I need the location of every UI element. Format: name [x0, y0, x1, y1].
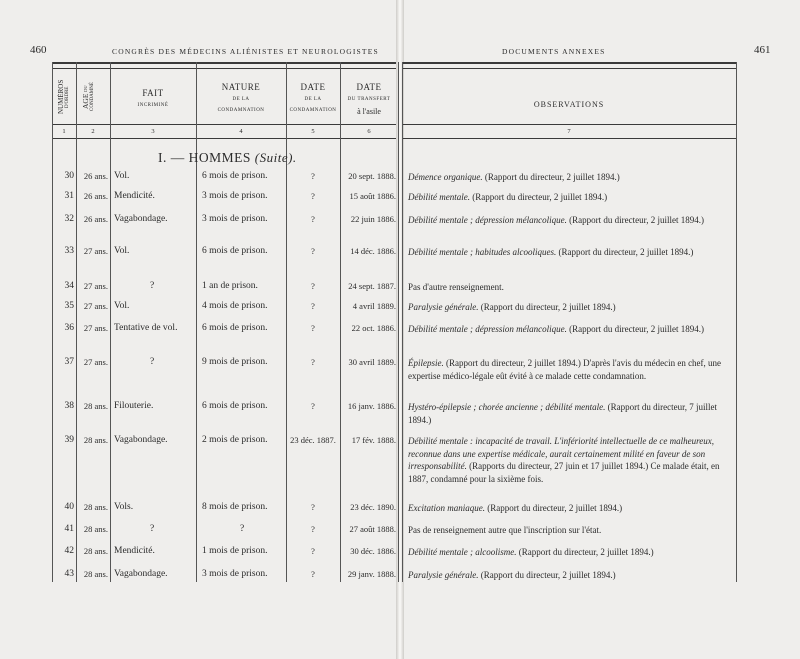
- row-date-condamnation: ?: [311, 171, 315, 181]
- row-date-transfert: 15 août 1886.: [349, 191, 396, 201]
- row-observations: [408, 524, 726, 537]
- row-fait: Vagabondage.: [114, 435, 168, 445]
- col-number-1: 1: [62, 128, 66, 135]
- header-date-transfert-sub1: DU TRANSFERT: [347, 97, 391, 103]
- header-age: AGE DU CONDAMNÉ: [81, 82, 95, 112]
- row-age: 28 ans.: [83, 569, 108, 579]
- row-date-transfert: 16 janv. 1886.: [347, 401, 396, 411]
- section-title-suffix: (Suite).: [254, 150, 297, 165]
- col-number-4: 4: [239, 128, 243, 135]
- row-observations-text: (Rapport du directeur, 2 juillet 1894.): [478, 570, 616, 580]
- row-number: 39: [64, 435, 74, 445]
- row-age: 27 ans.: [83, 323, 108, 333]
- header-numeros: NUMÉROS D'ORDRE: [57, 79, 70, 115]
- row-nature: 6 mois de prison.: [202, 171, 268, 181]
- row-age: 28 ans.: [83, 435, 108, 445]
- row-number: 42: [64, 546, 74, 556]
- row-date-transfert: 30 déc. 1886.: [350, 546, 396, 556]
- row-number: 32: [64, 214, 74, 224]
- right-header-rule: [402, 124, 736, 125]
- row-nature: 6 mois de prison.: [202, 246, 268, 256]
- row-observations-diagnosis: Débilité mentale : incapacité de travail. L'infériorité intellectuelle de ce malheureux, reconnue dans une expertise médicale, aurait certainement milité en faveur de son irresponsabilité.: [408, 436, 714, 471]
- row-fait: Tentative de vol.: [114, 323, 178, 333]
- row-observations: [408, 246, 726, 259]
- header-date-transfert-sub2: à l'asile: [357, 106, 381, 116]
- row-nature: 2 mois de prison.: [202, 435, 268, 445]
- row-observations-diagnosis: Démence organique.: [408, 172, 483, 182]
- row-observations-diagnosis: Débilité mentale ; habitudes alcooliques.: [408, 247, 557, 257]
- row-number: 35: [64, 301, 74, 311]
- row-age: 26 ans.: [83, 214, 108, 224]
- row-observations-diagnosis: Épilepsie.: [408, 358, 444, 368]
- right-top-rule: [402, 62, 736, 64]
- row-number: 37: [64, 357, 74, 367]
- row-observations-text: (Rapport du directeur, 2 juillet 1894.): [469, 192, 608, 202]
- row-nature: 3 mois de prison.: [202, 569, 268, 579]
- row-number: 40: [64, 502, 74, 512]
- row-date-condamnation: 23 déc. 1887.: [290, 435, 336, 445]
- header-observations: [402, 100, 736, 110]
- row-observations-text: (Rapport du directeur, 2 juillet 1894.): [566, 215, 704, 225]
- row-date-condamnation: ?: [311, 524, 315, 534]
- row-number: 30: [64, 171, 74, 181]
- row-age: 27 ans.: [83, 301, 108, 311]
- row-observations: [408, 401, 726, 426]
- header-date-transfert: [340, 82, 398, 117]
- right-folio: 461: [754, 44, 771, 56]
- row-observations: [408, 301, 726, 314]
- row-observations: [408, 569, 726, 582]
- row-age: 28 ans.: [83, 502, 108, 512]
- row-date-transfert: 17 fév. 1888.: [351, 435, 396, 445]
- row-observations-diagnosis: Débilité mentale.: [408, 192, 470, 202]
- row-nature: 4 mois de prison.: [202, 301, 268, 311]
- row-observations: [408, 171, 726, 184]
- header-observations-title: OBSERVATIONS: [533, 100, 605, 109]
- row-number: 41: [64, 524, 74, 534]
- row-nature: 6 mois de prison.: [202, 401, 268, 411]
- row-fait: Vol.: [114, 301, 130, 311]
- row-fait: Vol.: [114, 171, 130, 181]
- row-date-transfert: 22 oct. 1886.: [351, 323, 396, 333]
- row-observations-diagnosis: Excitation maniaque.: [408, 503, 485, 513]
- left-folio: 460: [30, 44, 47, 56]
- row-date-transfert: 24 sept. 1887.: [348, 281, 396, 291]
- row-age: 26 ans.: [83, 191, 108, 201]
- row-age: 27 ans.: [83, 246, 108, 256]
- right-running-head: DOCUMENTS ANNEXES: [502, 47, 606, 56]
- row-date-condamnation: ?: [311, 401, 315, 411]
- row-date-transfert: 30 avril 1889.: [348, 357, 396, 367]
- row-observations-diagnosis: Débilité mentale ; dépression mélancolique.: [408, 215, 567, 225]
- row-observations: [408, 357, 726, 382]
- row-date-condamnation: ?: [311, 301, 315, 311]
- row-number: 36: [64, 323, 74, 333]
- header-fait-sub: INCRIMINÉ: [137, 103, 169, 109]
- left-top-rule-thin: [52, 68, 396, 69]
- row-number: 38: [64, 401, 74, 411]
- header-date-cond-sub2: CONDAMNATION: [289, 107, 337, 113]
- row-fait: Vols.: [114, 502, 134, 512]
- col-number-2: 2: [91, 128, 95, 135]
- row-age: 27 ans.: [83, 357, 108, 367]
- row-observations-text: (Rapport du directeur, 2 juillet 1894.): [484, 503, 623, 513]
- col-number-3: 3: [151, 128, 155, 135]
- section-title: [158, 150, 297, 166]
- right-colnum-rule: [402, 138, 736, 139]
- col-line-6: [398, 62, 399, 582]
- header-nature-sub2: CONDAMNATION: [217, 107, 265, 113]
- row-date-transfert: 29 janv. 1888.: [347, 569, 396, 579]
- row-observations-text: (Rapport du directeur, 2 juillet 1894.): [556, 247, 694, 257]
- row-fait: ?: [150, 357, 155, 367]
- row-date-transfert: 23 déc. 1890.: [350, 502, 396, 512]
- row-observations: [408, 323, 726, 336]
- row-observations-diagnosis: Débilité mentale ; alcoolisme.: [408, 547, 517, 557]
- row-observations-text: (Rapport du directeur, 2 juillet 1894.): [566, 324, 704, 334]
- row-observations: [408, 502, 726, 515]
- row-observations: [408, 281, 726, 294]
- header-date-transfert-title: DATE: [356, 82, 382, 92]
- row-fait: Vagabondage.: [114, 569, 168, 579]
- left-header-rule: [52, 124, 396, 125]
- header-nature-title: NATURE: [221, 82, 261, 92]
- row-date-condamnation: ?: [311, 502, 315, 512]
- row-date-condamnation: ?: [311, 546, 315, 556]
- left-running-head: CONGRÈS DES MÉDECINS ALIÉNISTES ET NEUROLOGISTES: [112, 47, 379, 56]
- row-age: 28 ans.: [83, 524, 108, 534]
- row-fait: Vagabondage.: [114, 214, 168, 224]
- col-number-6: 6: [367, 128, 371, 135]
- row-nature: 1 mois de prison.: [202, 546, 268, 556]
- row-fait: Filouterie.: [114, 401, 154, 411]
- row-observations-text: Pas d'autre renseignement.: [408, 282, 504, 292]
- row-age: 27 ans.: [83, 281, 108, 291]
- row-nature: 9 mois de prison.: [202, 357, 268, 367]
- row-age: 28 ans.: [83, 401, 108, 411]
- row-observations-text: (Rapports du directeur, 27 juin et 17 juillet 1894.) Ce malade était, en 1887, condamné pour la sixième fois.: [408, 461, 720, 484]
- row-date-condamnation: ?: [311, 357, 315, 367]
- row-nature: 3 mois de prison.: [202, 191, 268, 201]
- row-nature: 1 an de prison.: [202, 281, 258, 291]
- row-number: 43: [64, 569, 74, 579]
- row-fait: Mendicité.: [114, 191, 155, 201]
- header-date-cond-title: DATE: [300, 82, 326, 92]
- row-observations-text: (Rapport du directeur, 7 juillet 1894.): [408, 402, 717, 425]
- section-title-text: I. — HOMMES: [158, 150, 251, 165]
- row-observations-diagnosis: Débilité mentale ; dépression mélancolique.: [408, 324, 567, 334]
- row-observations-text: (Rapport du directeur, 2 juillet 1894.): [516, 547, 654, 557]
- row-observations: [408, 546, 726, 559]
- row-nature: 8 mois de prison.: [202, 502, 268, 512]
- row-fait: Vol.: [114, 246, 130, 256]
- row-observations: [408, 191, 726, 204]
- row-date-condamnation: ?: [311, 191, 315, 201]
- row-observations-diagnosis: Paralysie générale.: [408, 302, 479, 312]
- row-observations-text: (Rapport du directeur, 2 juillet 1894.) D'après l'avis du médecin en chef, une expertise médico-légale eût évité à ce malade cette condamnation.: [408, 358, 722, 381]
- row-observations-text: Pas de renseignement autre que l'inscription sur l'état.: [408, 525, 602, 535]
- row-observations: [408, 214, 726, 227]
- row-observations-text: (Rapport du directeur, 2 juillet 1894.): [478, 302, 616, 312]
- row-observations: [408, 435, 726, 485]
- row-observations-diagnosis: Paralysie générale.: [408, 570, 479, 580]
- row-number: 31: [64, 191, 74, 201]
- row-date-transfert: 27 août 1888.: [349, 524, 396, 534]
- row-date-condamnation: ?: [311, 246, 315, 256]
- row-age: 26 ans.: [83, 171, 108, 181]
- header-date-condamnation: [286, 82, 340, 114]
- col-line-3: [196, 62, 197, 582]
- row-date-transfert: 20 sept. 1888.: [348, 171, 396, 181]
- row-fait: ?: [150, 524, 155, 534]
- col-number-5: 5: [311, 128, 315, 135]
- row-number: 34: [64, 281, 74, 291]
- row-nature: 3 mois de prison.: [202, 214, 268, 224]
- col-number-7: 7: [567, 128, 571, 135]
- row-date-condamnation: ?: [311, 281, 315, 291]
- row-number: 33: [64, 246, 74, 256]
- row-observations-text: (Rapport du directeur, 2 juillet 1894.): [482, 172, 620, 182]
- row-date-condamnation: ?: [311, 323, 315, 333]
- col-line-8: [736, 62, 737, 582]
- row-age: 28 ans.: [83, 546, 108, 556]
- row-fait: ?: [150, 281, 155, 291]
- header-fait-title: FAIT: [142, 88, 164, 98]
- left-top-rule: [52, 62, 396, 64]
- row-observations-diagnosis: Hystéro-épilepsie ; chorée ancienne ; débilité mentale.: [408, 402, 606, 412]
- header-date-cond-sub1: DE LA: [304, 97, 322, 103]
- header-nature: [196, 82, 286, 114]
- header-nature-sub1: DE LA: [232, 97, 250, 103]
- header-fait: [110, 88, 196, 110]
- row-date-transfert: 22 juin 1886.: [350, 214, 396, 224]
- row-date-transfert: 14 déc. 1886.: [350, 246, 396, 256]
- col-line-7: [402, 62, 403, 582]
- row-date-condamnation: ?: [311, 214, 315, 224]
- col-line-1: [76, 62, 77, 582]
- row-nature: 6 mois de prison.: [202, 323, 268, 333]
- row-nature: ?: [240, 524, 245, 534]
- left-colnum-rule: [52, 138, 396, 139]
- right-top-rule-thin: [402, 68, 736, 69]
- row-date-condamnation: ?: [311, 569, 315, 579]
- row-fait: Mendicité.: [114, 546, 155, 556]
- col-line-2: [110, 62, 111, 582]
- row-date-transfert: 4 avril 1889.: [352, 301, 396, 311]
